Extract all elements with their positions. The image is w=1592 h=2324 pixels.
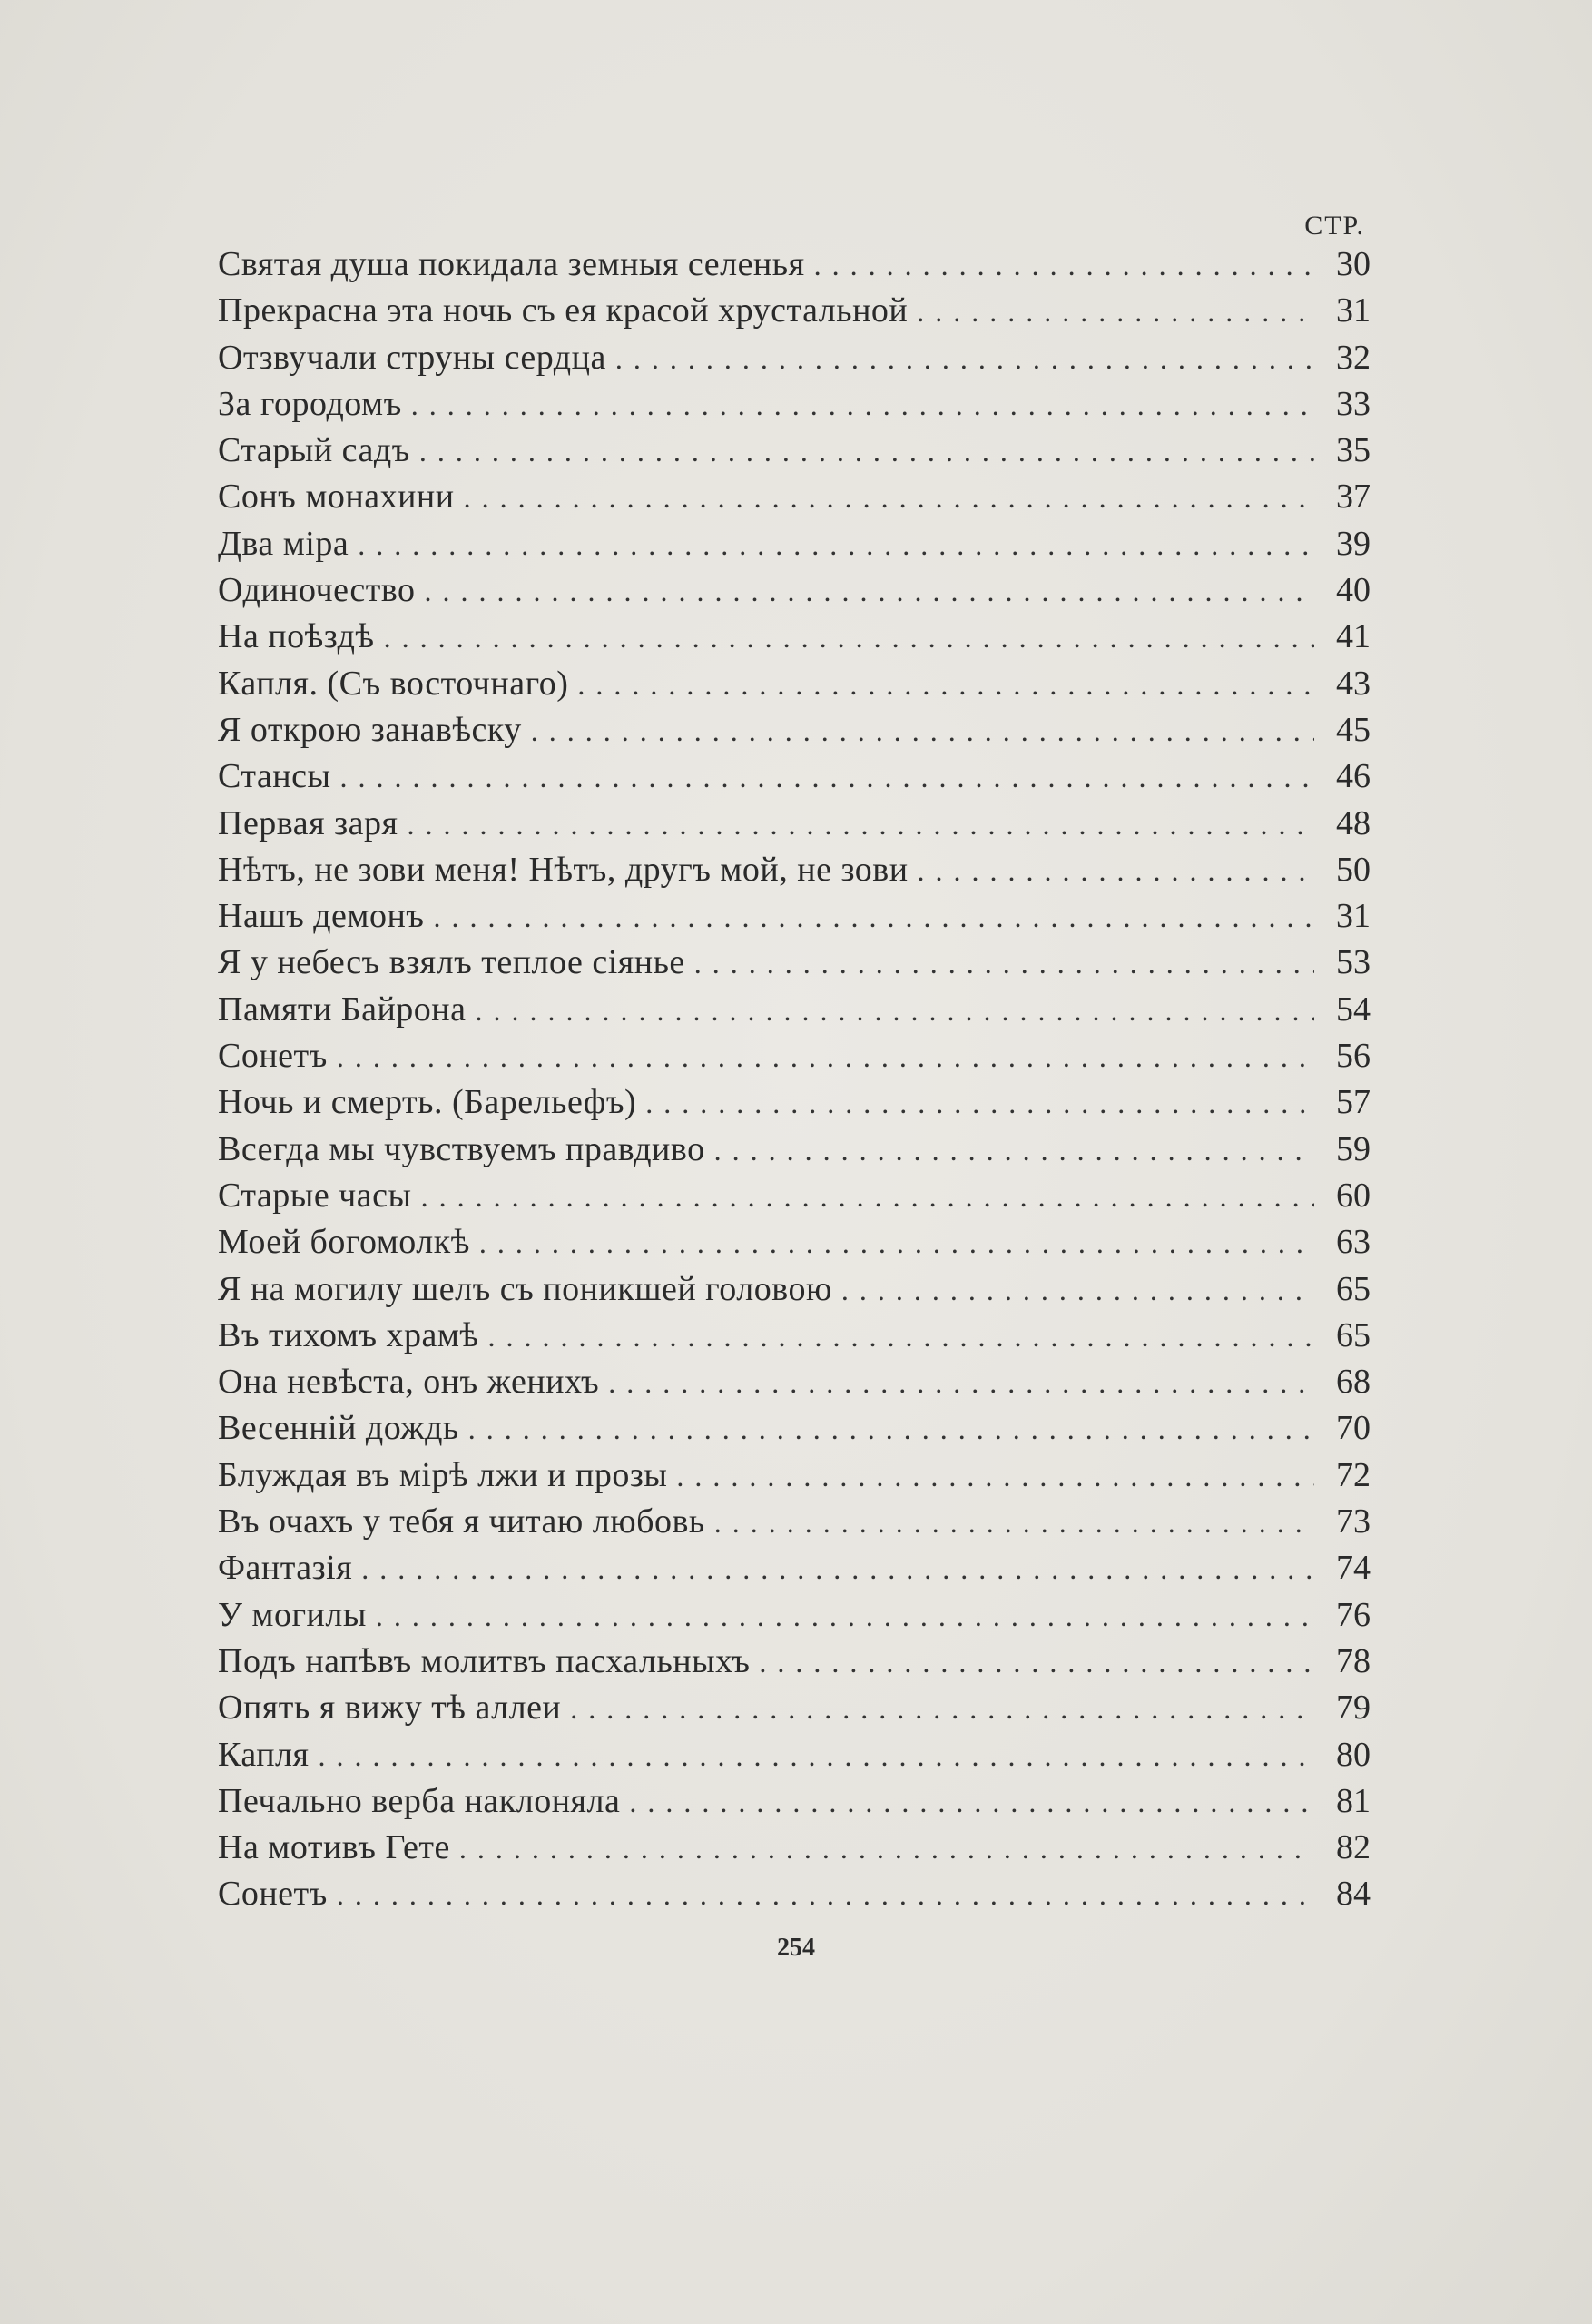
toc-entry-title: Я у небесъ взялъ теплое сіянье <box>218 943 685 982</box>
dot-leader <box>358 522 1314 568</box>
dot-leader <box>814 242 1314 289</box>
toc-entry-page: 37 <box>1336 478 1371 517</box>
dot-leader <box>488 1314 1314 1360</box>
toc-entry-title: Отзвучали струны сердца <box>218 338 606 377</box>
toc-entry-title: Одиночество <box>218 571 416 610</box>
dot-leader <box>421 1174 1314 1220</box>
toc-entry-page: 65 <box>1336 1269 1371 1308</box>
dot-leader <box>337 1872 1314 1918</box>
toc-entry-page: 31 <box>1336 291 1371 330</box>
toc-entry-page: 79 <box>1336 1689 1371 1728</box>
dot-leader <box>337 1034 1314 1080</box>
toc-entry-page: 81 <box>1336 1781 1371 1820</box>
dot-leader <box>459 1826 1314 1872</box>
toc-entry-title: Сонетъ <box>218 1037 328 1076</box>
dot-leader <box>714 1500 1314 1546</box>
dot-leader <box>384 615 1314 661</box>
toc-entry-title: Прекрасна эта ночь съ ея красой хрустальной <box>218 291 909 330</box>
toc-entry-title: Всегда мы чувствуемъ правдиво <box>218 1129 705 1168</box>
toc-entry <box>218 521 1371 567</box>
dot-leader <box>376 1593 1314 1640</box>
toc-entry-page: 78 <box>1336 1641 1371 1680</box>
dot-leader <box>645 1080 1314 1127</box>
dot-leader <box>629 1779 1314 1826</box>
toc-entry-title: Подъ напѣвъ молитвъ пасхальныхъ <box>218 1641 751 1680</box>
toc-entry <box>218 335 1371 381</box>
toc-entry-title: Блуждая въ мірѣ лжи и прозы <box>218 1455 668 1494</box>
toc-entry-page: 41 <box>1336 617 1371 656</box>
dot-leader <box>531 708 1314 754</box>
dot-leader <box>841 1267 1314 1314</box>
toc-entry-title: Памяти Байрона <box>218 990 467 1029</box>
toc-entry-page: 76 <box>1336 1595 1371 1634</box>
toc-entry-page: 40 <box>1336 571 1371 610</box>
toc-entry-page: 39 <box>1336 524 1371 563</box>
toc-entry <box>218 1545 1371 1591</box>
toc-entry-title: За городомъ <box>218 384 402 423</box>
toc-entry <box>218 567 1371 614</box>
toc-entry <box>218 1266 1371 1313</box>
toc-entry-title: Печально верба наклоняла <box>218 1781 621 1820</box>
toc-entry <box>218 1685 1371 1731</box>
toc-entry <box>218 1313 1371 1359</box>
toc-entry-title: Она невѣста, онъ женихъ <box>218 1363 600 1402</box>
toc-entry <box>218 1592 1371 1639</box>
toc-entry <box>218 940 1371 986</box>
dot-leader <box>319 1733 1315 1779</box>
toc-entry-page: 48 <box>1336 803 1371 842</box>
toc-entry-page: 31 <box>1336 897 1371 936</box>
toc-entry-title: Нѣтъ, не зови меня! Нѣтъ, другъ мой, не зови <box>218 850 909 889</box>
toc-entry <box>218 661 1371 707</box>
toc-entry <box>218 1639 1371 1685</box>
dot-leader <box>479 1220 1314 1266</box>
toc-entry <box>218 1033 1371 1079</box>
toc-entry-page: 56 <box>1336 1037 1371 1076</box>
toc-entry <box>218 1405 1371 1452</box>
dot-leader <box>411 382 1314 428</box>
toc-entry-title: Въ тихомъ храмѣ <box>218 1315 479 1354</box>
dot-leader <box>577 662 1314 708</box>
toc-entry <box>218 288 1371 334</box>
toc-entry <box>218 1499 1371 1545</box>
toc-entry <box>218 1079 1371 1126</box>
dot-leader <box>676 1453 1314 1500</box>
toc-entry-title: Опять я вижу тѣ аллеи <box>218 1689 562 1728</box>
toc-entry <box>218 1127 1371 1173</box>
dot-leader <box>464 475 1314 521</box>
dot-leader <box>759 1640 1314 1686</box>
toc-entry <box>218 241 1371 288</box>
toc-entry-page: 35 <box>1336 431 1371 470</box>
toc-entry-page: 54 <box>1336 990 1371 1029</box>
toc-entry-title: Старый садъ <box>218 431 410 470</box>
toc-entry-title: Я открою занавѣску <box>218 710 522 749</box>
toc-entry <box>218 428 1371 474</box>
toc-entry <box>218 1778 1371 1825</box>
toc-entry-page: 63 <box>1336 1223 1371 1262</box>
toc-entry <box>218 1452 1371 1499</box>
toc-entry-page: 68 <box>1336 1363 1371 1402</box>
toc-entry-page: 46 <box>1336 757 1371 796</box>
toc-entry-title: Святая душа покидала земныя селенья <box>218 245 805 283</box>
toc-entry-title: Въ очахъ у тебя я читаю любовь <box>218 1502 705 1541</box>
toc-entry <box>218 1219 1371 1265</box>
dot-leader <box>608 1360 1314 1406</box>
toc-entry-title: Ночь и смерть. (Барельефъ) <box>218 1083 637 1122</box>
toc-entry-page: 33 <box>1336 384 1371 423</box>
toc-entry-page: 60 <box>1336 1176 1371 1215</box>
toc-entry-page: 73 <box>1336 1502 1371 1541</box>
toc-entry-page: 70 <box>1336 1409 1371 1448</box>
toc-entry-page: 65 <box>1336 1315 1371 1354</box>
dot-leader <box>433 894 1314 940</box>
dot-leader <box>714 1128 1314 1174</box>
toc-entry <box>218 1825 1371 1871</box>
dot-leader <box>361 1546 1314 1592</box>
dot-leader <box>419 428 1314 475</box>
toc-entry-title: Сонетъ <box>218 1875 328 1914</box>
toc-entry-title: Первая заря <box>218 803 398 842</box>
toc-entry-page: 43 <box>1336 664 1371 703</box>
dot-leader <box>917 289 1314 335</box>
toc-entry-title: На мотивъ Гете <box>218 1828 450 1867</box>
dot-leader <box>918 848 1314 894</box>
toc-entry <box>218 753 1371 800</box>
toc-entry-title: Сонъ монахини <box>218 478 455 517</box>
toc-entry <box>218 893 1371 940</box>
toc-entry-title: На поѣздѣ <box>218 617 375 656</box>
toc-entry <box>218 1173 1371 1219</box>
dot-leader <box>570 1686 1314 1732</box>
toc-entry <box>218 381 1371 428</box>
dot-leader <box>407 802 1314 848</box>
toc-entry-title: У могилы <box>218 1595 367 1634</box>
toc-entry-title: Старые часы <box>218 1176 412 1215</box>
toc-entry <box>218 1359 1371 1405</box>
toc-entry-title: Капля <box>218 1735 310 1774</box>
page-number: 254 <box>777 1934 815 1962</box>
toc-entry-page: 53 <box>1336 943 1371 982</box>
dot-leader <box>468 1406 1314 1452</box>
toc-entry-title: Я на могилу шелъ съ поникшей головою <box>218 1269 832 1308</box>
toc-entry-page: 74 <box>1336 1549 1371 1588</box>
toc-entry-page: 45 <box>1336 710 1371 749</box>
dot-leader <box>476 988 1314 1034</box>
toc-entry <box>218 474 1371 520</box>
toc-entry-title: Нашъ демонъ <box>218 897 425 936</box>
dot-leader <box>340 754 1314 801</box>
table-of-contents <box>218 241 1371 1918</box>
toc-entry-title: Моей богомолкѣ <box>218 1223 470 1262</box>
toc-entry-page: 82 <box>1336 1828 1371 1867</box>
toc-entry-page: 57 <box>1336 1083 1371 1122</box>
toc-entry <box>218 707 1371 753</box>
page-column-header: СТР. <box>1304 211 1365 241</box>
toc-entry-page: 72 <box>1336 1455 1371 1494</box>
dot-leader <box>694 940 1314 987</box>
toc-entry-page: 84 <box>1336 1875 1371 1914</box>
toc-entry <box>218 614 1371 660</box>
dot-leader <box>615 336 1314 382</box>
toc-entry-title: Стансы <box>218 757 331 796</box>
toc-entry-page: 80 <box>1336 1735 1371 1774</box>
toc-entry-page: 32 <box>1336 338 1371 377</box>
toc-entry-title: Весенній дождь <box>218 1409 459 1448</box>
toc-entry-title: Два міра <box>218 524 349 563</box>
dot-leader <box>425 568 1314 615</box>
toc-entry <box>218 1732 1371 1778</box>
toc-entry-page: 59 <box>1336 1129 1371 1168</box>
toc-entry <box>218 987 1371 1033</box>
toc-entry-page: 30 <box>1336 245 1371 283</box>
toc-entry-title: Фантазія <box>218 1549 353 1588</box>
toc-entry <box>218 847 1371 893</box>
toc-entry <box>218 1871 1371 1917</box>
toc-entry <box>218 801 1371 847</box>
toc-entry-title: Капля. (Съ восточнаго) <box>218 664 569 703</box>
toc-entry-page: 50 <box>1336 850 1371 889</box>
